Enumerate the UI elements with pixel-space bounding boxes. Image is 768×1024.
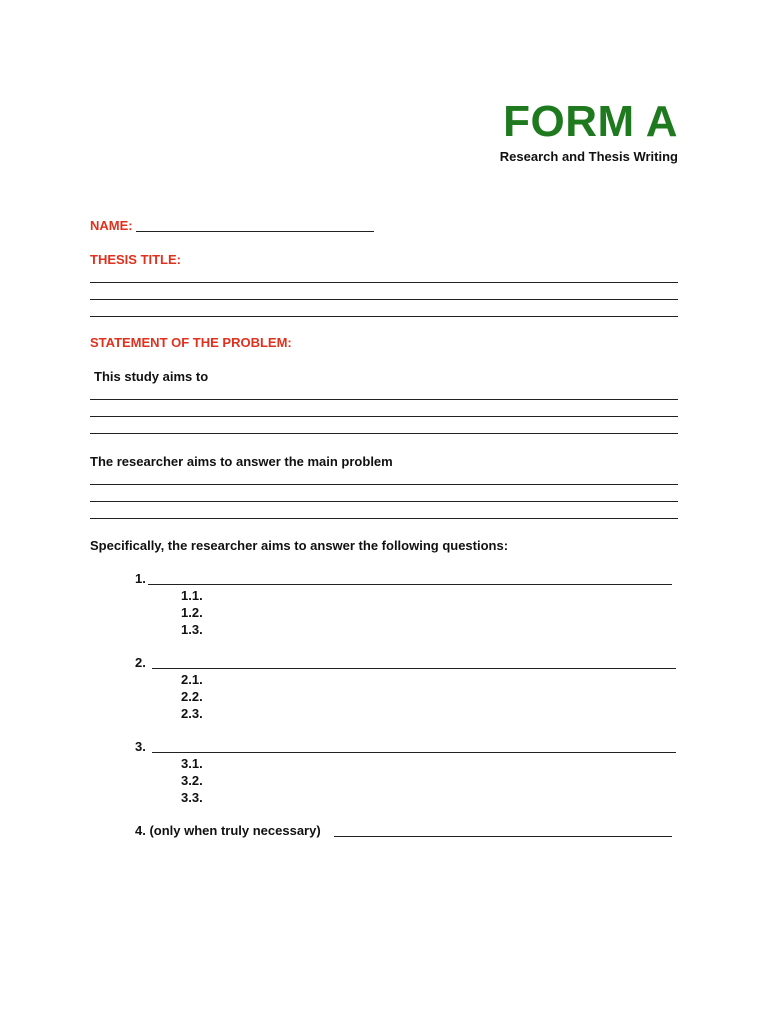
question-1-line[interactable] <box>148 584 672 585</box>
aims-statement: This study aims to <box>94 369 209 384</box>
thesis-title-line-3[interactable] <box>90 316 678 317</box>
question-number: 3. <box>135 739 146 754</box>
name-field-line[interactable] <box>136 231 374 232</box>
question-number: 2. <box>135 655 146 670</box>
main-problem-line-1[interactable] <box>90 484 678 485</box>
thesis-title-label: THESIS TITLE: <box>90 252 181 267</box>
thesis-title-line-2[interactable] <box>90 299 678 300</box>
aims-line-2[interactable] <box>90 416 678 417</box>
sub-question: 2.1. <box>181 672 203 687</box>
question-2-line[interactable] <box>152 668 676 669</box>
specific-questions-statement: Specifically, the researcher aims to answer the following questions: <box>90 538 509 553</box>
question-4-line[interactable] <box>334 836 672 837</box>
sub-question: 3.2. <box>181 773 203 788</box>
sub-question: 1.3. <box>181 622 203 637</box>
main-problem-line-2[interactable] <box>90 501 678 502</box>
main-problem-statement: The researcher aims to answer the main problem <box>90 454 393 469</box>
question-3-line[interactable] <box>152 752 676 753</box>
sub-question: 3.3. <box>181 790 203 805</box>
sub-question: 1.1. <box>181 588 203 603</box>
name-label: NAME: <box>90 218 133 233</box>
aims-line-1[interactable] <box>90 399 678 400</box>
form-title: FORM A <box>503 97 678 146</box>
statement-label: STATEMENT OF THE PROBLEM: <box>90 335 292 350</box>
thesis-title-line-1[interactable] <box>90 282 678 283</box>
question-number: 1. <box>135 571 146 586</box>
sub-question: 2.3. <box>181 706 203 721</box>
aims-line-3[interactable] <box>90 433 678 434</box>
question-number: 4. (only when truly necessary) <box>135 823 321 838</box>
form-subtitle: Research and Thesis Writing <box>499 149 678 164</box>
sub-question: 2.2. <box>181 689 203 704</box>
sub-question: 1.2. <box>181 605 203 620</box>
sub-question: 3.1. <box>181 756 203 771</box>
main-problem-line-3[interactable] <box>90 518 678 519</box>
